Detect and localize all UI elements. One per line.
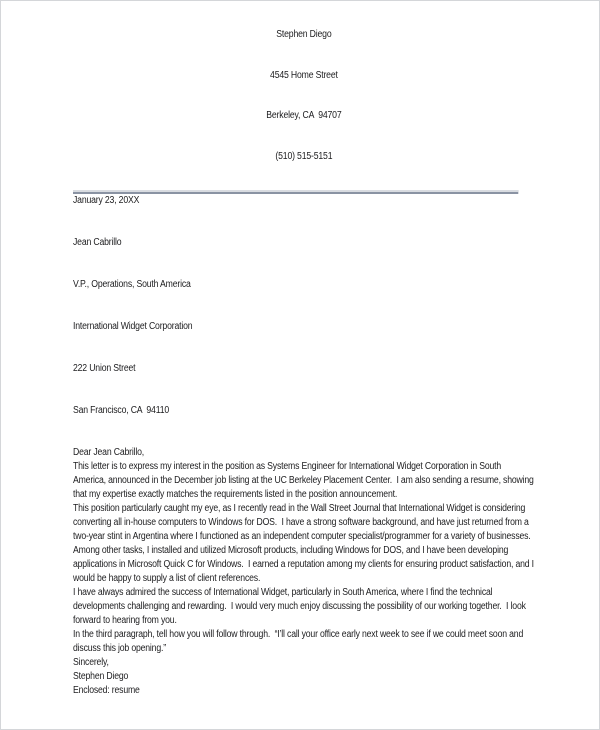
body-paragraph-4: In the third paragraph, tell how you will follow through. “I’ll call your office early next week to see if we could meet soon and discuss this job opening.” (73, 629, 526, 654)
recipient-city-state-zip: San Francisco, CA 94110 (73, 405, 170, 416)
sender-name: Stephen Diego (276, 29, 332, 40)
recipient-name: Jean Cabrillo (73, 237, 122, 248)
recipient-address-block (73, 208, 535, 446)
enclosure-note: Enclosed: resume (73, 685, 140, 696)
sender-street: 4545 Home Street (270, 69, 338, 81)
closing: Sincerely, (73, 657, 109, 668)
salutation: Dear Jean Cabrillo, (73, 447, 144, 458)
recipient-title: V.P., Operations, South America (73, 279, 191, 290)
recipient-street: 222 Union Street (73, 363, 136, 374)
body-paragraph-3: I have always admired the success of International Widget, particularly in South America, where I find the technical developments challenging and rewarding. I would very much enjoy discussing the possibility of our working together. I look forward to hearing from you. (73, 587, 529, 626)
sender-phone: (510) 515-5151 (275, 150, 333, 162)
recipient-company: International Widget Corporation (73, 321, 193, 332)
body-paragraph-1: This letter is to express my interest in the position as Systems Engineer for International Widget Corporation in South America, announced in the December job listing at the UC Berkeley Placement Center. I am also sending a resume, showing that my expertise exactly matches the requirements listed in the position announcement. (73, 461, 536, 500)
body-paragraph-2: This position particularly caught my eye, as I recently read in the Wall Street Journal that International Widget is considering converting all in-house computers to Windows for DOS. I have a strong software background, and have just returned from a two-year stint in Argentina where I functioned as an independent computer specialist/programmer for a variety of businesses. Among other tasks, I installed and utilized Microsoft products, including Windows for DOS, and I have been developing applications in Microsoft Quick C for Windows. I earned a reputation among my clients for ensuring product satisfaction, and I would be happy to supply a list of client references. (73, 503, 537, 584)
sender-address-block (73, 1, 535, 190)
date-line: January 23, 20XX (73, 195, 140, 206)
letter-body (73, 1, 535, 698)
signature-name: Stephen Diego (73, 671, 129, 682)
sender-city-state-zip: Berkeley, CA 94707 (266, 110, 342, 121)
